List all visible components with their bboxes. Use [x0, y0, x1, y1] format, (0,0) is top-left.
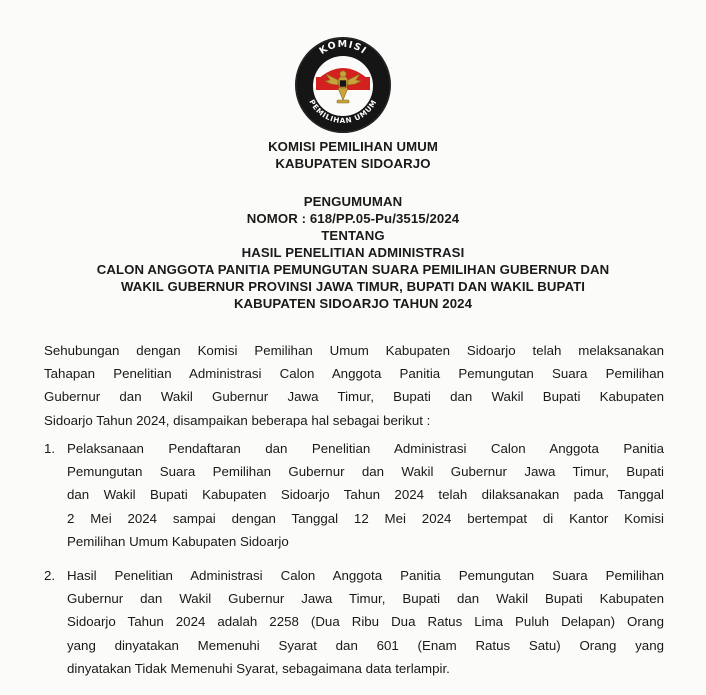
list-item-text	[67, 564, 664, 680]
announcement-subject-line1: HASIL PENELITIAN ADMINISTRASI	[241, 245, 465, 260]
list-item-line: Sidoarjo Tahun 2024 adalah 2258 (Dua Ribu Dua Ratus Lima Puluh Delapan) Orang	[67, 614, 664, 630]
list-item-line: Hasil Penelitian Administrasi Calon Anggota Panitia Pemungutan Suara Pemilihan	[67, 568, 664, 583]
announcement-label: PENGUMUMAN	[303, 194, 403, 209]
announcement-about: TENTANG	[321, 228, 385, 243]
announcement-number: NOMOR : 618/PP.05-Pu/3515/2024	[246, 211, 460, 226]
org-name: KOMISI PEMILIHAN UMUM	[268, 139, 438, 154]
logo-bottom-text: PEMILIHAN UMUM	[307, 97, 379, 126]
logo-top-text: KOMISI	[317, 38, 369, 57]
intro-paragraph	[44, 339, 664, 432]
announcement-subject-line2: CALON ANGGOTA PANITIA PEMUNGUTAN SUARA PEMILIHAN GUBERNUR DAN	[96, 262, 610, 277]
list-item-line: dan Wakil Bupati Kabupaten Sidoarjo Tahun 2024 telah dilaksanakan pada Tanggal	[67, 487, 664, 503]
list-item-line: dinyatakan Tidak Memenuhi Syarat, sebagaimana data terlampir.	[67, 660, 450, 676]
list-item-line: yang dinyatakan Memenuhi Syarat dan 601 (Enam Ratus Satu) Orang yang	[67, 637, 664, 653]
intro-line: Gubernur dan Wakil Gubernur Jawa Timur, Bupati dan Wakil Bupati Kabupaten	[44, 389, 664, 405]
list-item-line: Pelaksanaan Pendaftaran dan Penelitian Administrasi Calon Anggota Panitia	[67, 441, 664, 456]
announcement-subject-line4: KABUPATEN SIDOARJO TAHUN 2024	[233, 296, 473, 311]
org-header	[0, 138, 706, 172]
list-item-number: 1.	[44, 441, 56, 456]
list-item-line: Pemilihan Umum Kabupaten Sidoarjo	[67, 533, 289, 549]
announcement-subject-line3: WAKIL GUBERNUR PROVINSI JAWA TIMUR, BUPATI DAN WAKIL BUPATI	[120, 279, 586, 294]
svg-text:PEMILIHAN UMUM	[307, 98, 378, 125]
list-item-line: 2 Mei 2024 sampai dengan Tanggal 12 Mei 2024 bertempat di Kantor Komisi	[67, 510, 664, 526]
list-item-text	[67, 437, 664, 553]
intro-line: Sidoarjo Tahun 2024, disampaikan beberapa hal sebagai berikut :	[44, 412, 431, 428]
intro-line: Tahapan Penelitian Administrasi Calon Anggota Panitia Pemungutan Suara Pemilihan	[44, 366, 664, 382]
kpu-logo	[292, 34, 394, 136]
list-item-line: Gubernur dan Wakil Gubernur Jawa Timur, Bupati dan Wakil Bupati Kabupaten	[67, 591, 664, 607]
org-region: KABUPATEN SIDOARJO	[275, 156, 431, 171]
svg-text:KOMISI	[317, 39, 368, 57]
list-item-number: 2.	[44, 568, 56, 583]
list-item-line: Pemungutan Suara Pemilihan Gubernur dan Wakil Gubernur Jawa Timur, Bupati	[67, 464, 664, 480]
announcement-title-block	[0, 193, 706, 312]
intro-line: Sehubungan dengan Komisi Pemilihan Umum Kabupaten Sidoarjo telah melaksanakan	[44, 343, 664, 358]
